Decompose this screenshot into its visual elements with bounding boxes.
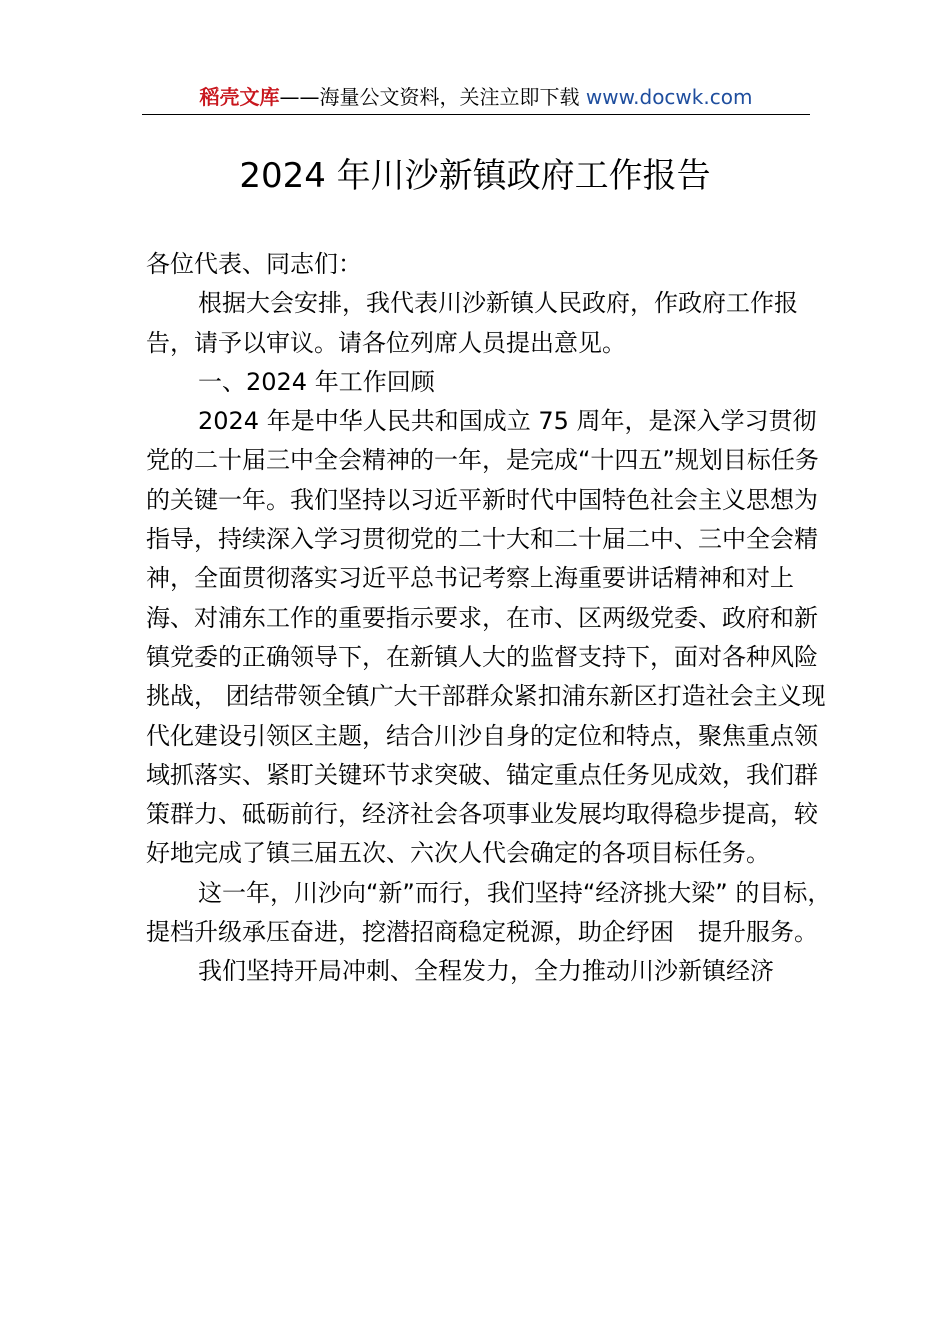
salutation: 各位代表、同志们： — [146, 250, 362, 278]
paragraph: 2024 年是中华人民共和国成立 75 周年，是深入学习贯彻党的二十届三中全会精神的一年，是完成“十四五”规划目标任务的关键一年。我们坚持以习近平新时代中国特色社会主义思想为指导，持续深入学习贯彻党的二十大和二十届二中、三中全会精神，全面贯彻落实习近平总书记考察上海重要讲话精神和对上海、对浦东工作的重要指示要求，在市、区两级党委、政府和新镇党委的正确领导下，在新镇人大的监督支持下，面对各种风险挑战， 团结带领全镇广大干部群众紧扣浦东新区打造社会主义现代化建设引领区主题，结合川沙自身的定位和特点，聚焦重点领域抓落实、紧盯关键环节求突破、锚定重点任务见成效，我们群策群力、砥砺前行，经济社会各项事业发展均取得稳步提高，较好地完成了镇三届五次、六次人代会确定的各项目标任务。 — [146, 407, 826, 868]
header-divider — [142, 114, 810, 115]
paragraph: 根据大会安排，我代表川沙新镇人民政府，作政府工作报告，请予以审议。请各位列席人员提出意见。 — [146, 289, 798, 357]
site-url-link[interactable]: www.docwk.com — [585, 85, 753, 109]
paragraph: 这一年，川沙向“新”而行，我们坚持“经济挑大梁” 的目标，提档升级承压奋进，挖潜招商稳定税源，助企纾困 提升服务。 — [146, 878, 832, 947]
document-title: 2024 年川沙新镇政府工作报告 — [239, 156, 711, 196]
document-body — [146, 245, 832, 992]
page-header — [142, 84, 810, 110]
brand-name: 稻壳文库 — [199, 85, 280, 109]
header-tagline: ——海量公文资料，关注立即下载 — [279, 85, 580, 109]
section-heading: 一、2024 年工作回顾 — [198, 367, 435, 396]
paragraph: 我们坚持开局冲刺、全程发力，全力推动川沙新镇经济 — [198, 957, 774, 986]
